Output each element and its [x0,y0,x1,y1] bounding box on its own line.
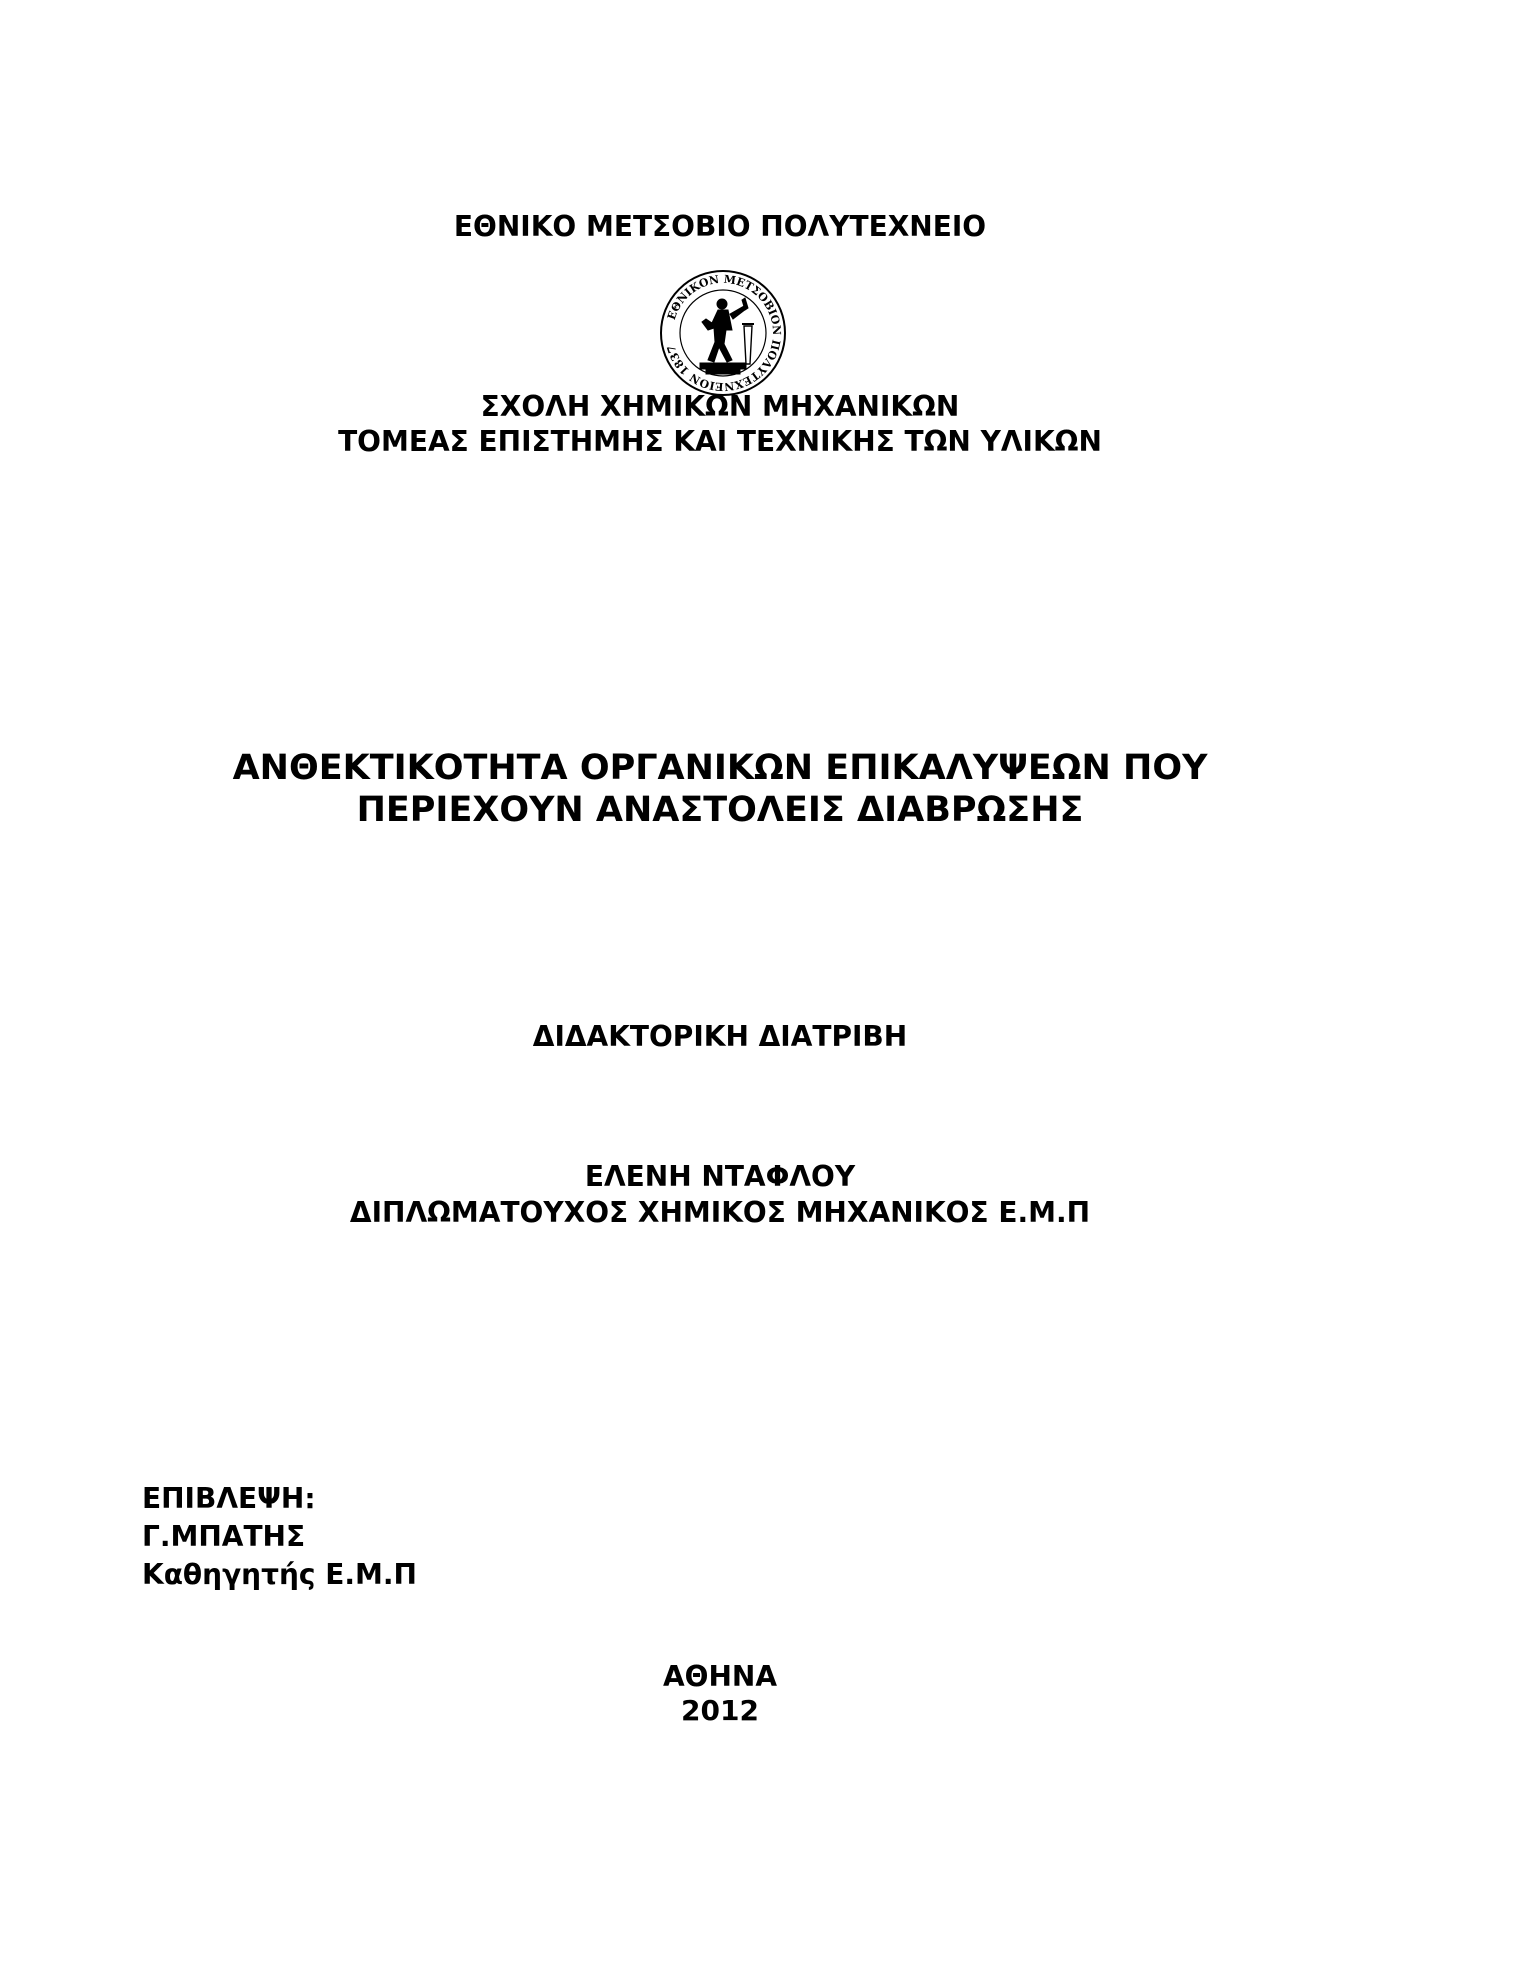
department-name: ΤΟΜΕΑΣ ΕΠΙΣΤΗΜΗΣ ΚΑΙ ΤΕΧΝΙΚΗΣ ΤΩΝ ΥΛΙΚΩΝ [338,425,1102,458]
prometheus-seal-icon [658,268,788,398]
city: ΑΘΗΝΑ [662,1660,777,1693]
seal-text: ΕΘΝΙΚΟΝ ΜΕΤΣΟΒΙΟΝ ΠΟΛΥΤΕΧΝΕΙΟΝ 1837 [664,272,784,394]
school-name: ΣΧΟΛΗ ΧΗΜΙΚΩΝ ΜΗΧΑΝΙΚΩΝ [480,390,960,423]
institution-name: ΕΘΝΙΚΟ ΜΕΤΣΟΒΙΟ ΠΟΛΥΤΕΧΝΕΙΟ [453,210,987,243]
author-credentials: ΔΙΠΛΩΜΑΤΟΥΧΟΣ ΧΗΜΙΚΟΣ ΜΗΧΑΝΙΚΟΣ Ε.Μ.Π [349,1196,1091,1229]
year: 2012 [681,1694,759,1727]
thesis-type: ΔΙΔΑΚΤΟΡΙΚΗ ΔΙΑΤΡΙΒΗ [532,1020,908,1053]
supervision-block [142,1480,417,1594]
supervisor-name: Γ.ΜΠΑΤΗΣ [142,1520,306,1553]
author-name: ΕΛΕΝΗ ΝΤΑΦΛΟΥ [584,1160,856,1193]
thesis-title-line-1: ΑΝΘΕΚΤΙΚΟΤΗΤΑ ΟΡΓΑΝΙΚΩΝ ΕΠΙΚΑΛΥΨΕΩΝ ΠΟΥ [232,748,1208,788]
thesis-title-line-2: ΠΕΡΙΕΧΟΥΝ ΑΝΑΣΤΟΛΕΙΣ ΔΙΑΒΡΩΣΗΣ [356,790,1084,830]
supervisor-title: Καθηγητής Ε.Μ.Π [142,1558,417,1591]
supervision-label: ΕΠΙΒΛΕΨΗ: [142,1482,316,1515]
